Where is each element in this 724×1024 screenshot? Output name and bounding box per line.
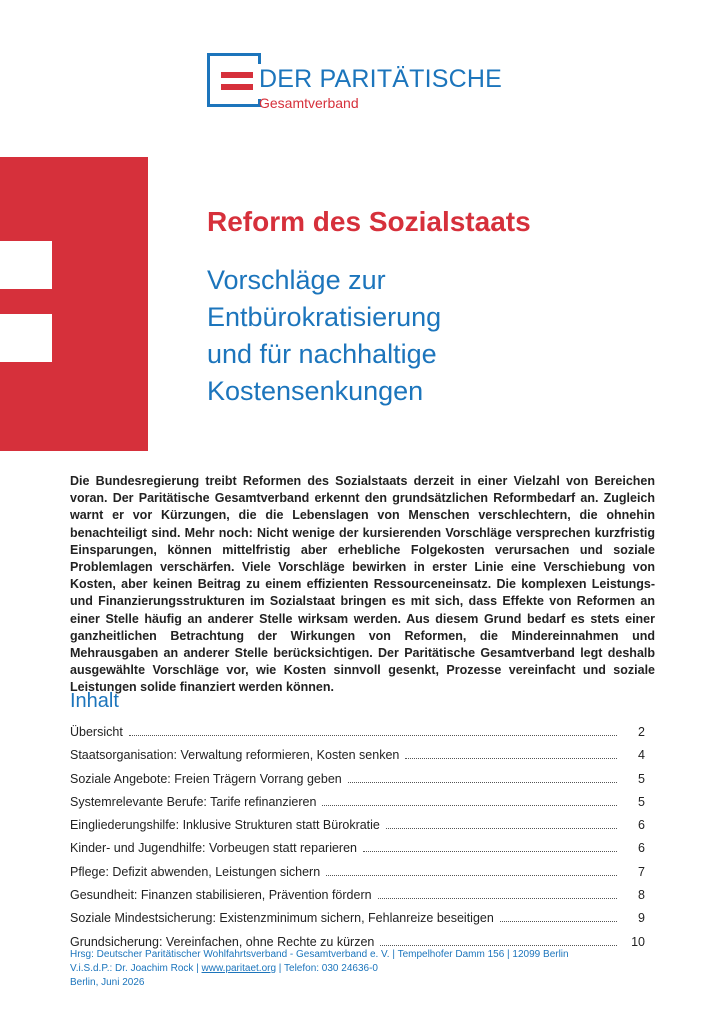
footer-responsible: V.i.S.d.P.: Dr. Joachim Rock | xyxy=(70,963,202,974)
toc-entry[interactable] xyxy=(70,865,645,888)
toc-entry-page: 9 xyxy=(638,911,645,926)
toc-entry[interactable] xyxy=(70,818,645,841)
toc-leader-dots xyxy=(386,819,617,829)
toc-entry-label: Übersicht xyxy=(70,725,123,739)
subtitle-line: und für nachhaltige xyxy=(207,339,437,369)
toc-leader-dots xyxy=(129,726,617,736)
footer-date: Berlin, Juni 2026 xyxy=(70,977,145,988)
toc-leader-dots xyxy=(380,936,617,946)
red-block-cut-bottom xyxy=(0,314,52,362)
subtitle-line: Entbürokratisierung xyxy=(207,302,442,332)
toc-entry-page: 7 xyxy=(638,864,645,879)
toc-leader-dots xyxy=(326,866,617,876)
logo-frame-icon xyxy=(207,53,261,107)
intro-paragraph: Die Bundesregierung treibt Reformen des Sozialstaats derzeit in einer Vielzahl von Bereichen voran. Der Paritätische Gesamtverband erkennt den grundsätzlichen Reformbedarf an. Zugleich warnt er vor Kürzungen, die die Lebenslagen von Menschen verschlechtern, die ohnehin benachteiligt sind. Mehr noch: Nicht wenige der kursierenden Vorschläge versprechen kurzfristig Einsparungen, können mittelfristig aber erhebliche Folgekosten verursachen und soziale Problemlagen verschärfen. Viele Vorschläge bewirken in erster Linie eine Verschiebung von Kosten, aber keinen Beitrag zu einem effizienten Ressourceneinsatz. Die komplexen Leistungs- und Finanzierungsstrukturen im Sozialstaat bringen es mit sich, dass Effekte von Reformen an einer Stelle häufig an anderer Stelle wirksam werden. Aus diesem Grund bedarf es stets einer ganzheitlichen Betrachtung der Wirkungen von Reformen, die Mindereinnahmen und Mehrausgaben an anderer Stelle berücksichtigen. Der Paritätische Gesamtverband legt deshalb ausgewählte Vorschläge vor, wie Kosten sinnvoll gesenkt, Prozesse vereinfacht und soziale Leistungen solide finanziert werden können. xyxy=(70,474,655,695)
toc-entry[interactable] xyxy=(70,725,645,748)
toc-entry-page: 5 xyxy=(638,771,645,786)
toc-entry[interactable] xyxy=(70,888,645,911)
toc-entry-page: 8 xyxy=(638,888,645,903)
footer-publisher: Hrsg: Deutscher Paritätischer Wohlfahrtsverband - Gesamtverband e. V. | Tempelhofer Damm 156 | 12099 Berlin xyxy=(70,949,569,960)
toc-entry-label: Kinder- und Jugendhilfe: Vorbeugen statt reparieren xyxy=(70,841,357,856)
toc-leader-dots xyxy=(363,842,617,852)
toc-leader-dots xyxy=(322,796,617,806)
toc-leader-dots xyxy=(405,749,617,759)
imprint-footer xyxy=(70,948,569,990)
toc-entry-label: Pflege: Defizit abwenden, Leistungen sichern xyxy=(70,864,321,879)
logo-bar-bottom xyxy=(221,84,253,90)
toc-entry-label: Soziale Angebote: Freien Trägern Vorrang geben xyxy=(70,771,342,786)
red-block-cut-top xyxy=(0,241,52,289)
logo-subtitle: Gesamtverband xyxy=(259,95,359,111)
toc-entry-page: 6 xyxy=(638,818,645,833)
document-subtitle xyxy=(207,262,687,410)
toc-entry[interactable] xyxy=(70,841,645,864)
paritaetische-logo xyxy=(207,53,503,113)
footer-contact xyxy=(70,962,569,976)
toc-entry-page: 6 xyxy=(638,841,645,856)
toc-heading: Inhalt xyxy=(70,690,119,712)
toc-leader-dots xyxy=(500,912,617,922)
logo-name: DER PARITÄTISCHE xyxy=(259,65,503,93)
subtitle-line: Vorschläge zur xyxy=(207,265,386,295)
toc-entry-page: 4 xyxy=(638,748,645,763)
toc-leader-dots xyxy=(378,889,617,899)
toc-entry[interactable] xyxy=(70,748,645,771)
subtitle-line: Kostensenkungen xyxy=(207,376,424,406)
website-link[interactable]: www.paritaet.org xyxy=(201,963,277,974)
toc-entry-page: 5 xyxy=(638,794,645,809)
toc-leader-dots xyxy=(348,773,617,783)
toc-entry[interactable] xyxy=(70,795,645,818)
toc-entry-label: Eingliederungshilfe: Inklusive Strukturen statt Bürokratie xyxy=(70,818,380,833)
toc-entry-label: Staatsorganisation: Verwaltung reformieren, Kosten senken xyxy=(70,748,400,763)
decorative-red-block xyxy=(0,157,148,451)
toc-entry-page: 10 xyxy=(631,934,645,949)
toc-entry-label: Systemrelevante Berufe: Tarife refinanzieren xyxy=(70,794,317,809)
toc-entry[interactable] xyxy=(70,911,645,934)
toc-entry-label: Gesundheit: Finanzen stabilisieren, Prävention fördern xyxy=(70,888,372,903)
table-of-contents xyxy=(70,725,645,958)
toc-entry[interactable] xyxy=(70,772,645,795)
toc-entry-page: 2 xyxy=(638,725,645,739)
toc-entry-label: Soziale Mindestsicherung: Existenzminimum sichern, Fehlanreize beseitigen xyxy=(70,911,494,926)
logo-bar-top xyxy=(221,72,253,78)
document-title: Reform des Sozialstaats xyxy=(207,206,531,237)
footer-phone: | Telefon: 030 24636-0 xyxy=(276,963,378,974)
toc-entry-label: Grundsicherung: Vereinfachen, ohne Rechte zu kürzen xyxy=(70,934,375,949)
